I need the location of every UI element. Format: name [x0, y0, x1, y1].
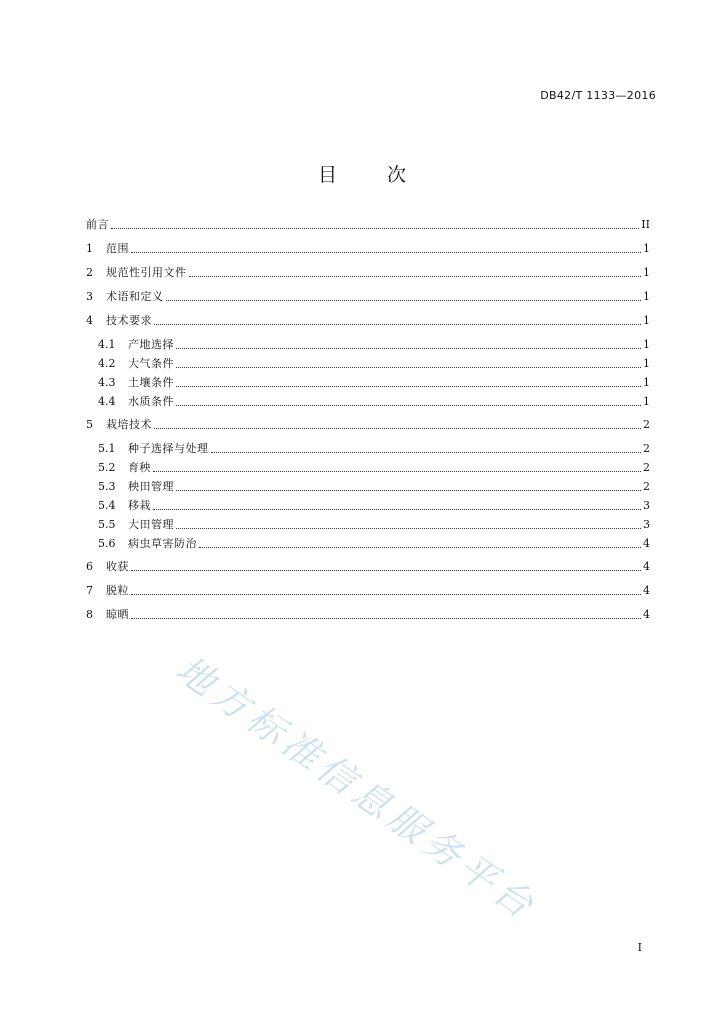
toc-entry[interactable] — [86, 376, 650, 389]
toc-entry[interactable] — [86, 499, 650, 512]
dot-leader — [176, 490, 641, 491]
dot-leader — [176, 386, 641, 387]
toc-entry-label: 病虫草害防治 — [128, 537, 197, 550]
toc-entry[interactable] — [86, 357, 650, 370]
dot-leader — [153, 471, 641, 472]
toc-entry-page: 4 — [643, 560, 650, 573]
toc-entry-label: 移栽 — [128, 499, 151, 512]
toc-entry-page: 1 — [643, 242, 650, 255]
toc-entry-label: 栽培技术 — [106, 418, 152, 431]
toc-entry[interactable] — [86, 418, 650, 431]
toc-entry-label: 大田管理 — [128, 518, 174, 531]
dot-leader — [131, 570, 641, 571]
toc-entry-number: 4.4 — [98, 395, 116, 408]
dot-leader — [131, 618, 641, 619]
page-number: I — [637, 941, 642, 954]
document-code: DB42/T 1133—2016 — [540, 89, 656, 102]
toc-entry-number: 1 — [86, 242, 93, 255]
dot-leader — [211, 452, 642, 453]
toc-entry-label: 土壤条件 — [128, 376, 174, 389]
dot-leader — [176, 405, 641, 406]
toc-entry-label: 种子选择与处理 — [128, 442, 209, 455]
dot-leader — [153, 509, 641, 510]
toc-entry-page: 1 — [643, 376, 650, 389]
toc-entry-label: 产地选择 — [128, 338, 174, 351]
toc-entry-number: 5.1 — [98, 442, 116, 455]
toc-entry-label: 大气条件 — [128, 357, 174, 370]
dot-leader — [131, 252, 641, 253]
toc-entry-page: 1 — [643, 290, 650, 303]
toc-entry-page: 3 — [643, 518, 650, 531]
dot-leader — [176, 367, 641, 368]
toc-entry-label: 晾晒 — [106, 608, 129, 621]
dot-leader — [166, 300, 642, 301]
toc-entry[interactable] — [86, 314, 650, 327]
toc-entry-number: 5.4 — [98, 499, 116, 512]
toc-entry-number: 4.2 — [98, 357, 116, 370]
toc-entry-label: 技术要求 — [106, 314, 152, 327]
toc-entry-number: 4 — [86, 314, 93, 327]
dot-leader — [189, 276, 642, 277]
toc-entry-label: 规范性引用文件 — [106, 266, 187, 279]
toc-entry-page: 2 — [643, 461, 650, 474]
toc-entry-number: 7 — [86, 584, 93, 597]
toc-entry-label: 范围 — [106, 242, 129, 255]
dot-leader — [154, 324, 641, 325]
toc-entry[interactable] — [86, 560, 650, 573]
dot-leader — [154, 428, 641, 429]
toc-entry-number: 6 — [86, 560, 93, 573]
toc-entry-number: 5.5 — [98, 518, 116, 531]
toc-entry-label: 秧田管理 — [128, 480, 174, 493]
toc-entry-label: 脱粒 — [106, 584, 129, 597]
toc-entry-page: 2 — [643, 418, 650, 431]
toc-entry[interactable] — [86, 461, 650, 474]
toc-entry-page: 4 — [643, 608, 650, 621]
dot-leader — [199, 547, 641, 548]
toc-entry-label: 前言 — [86, 218, 109, 231]
toc-entry-number: 5.6 — [98, 537, 116, 550]
watermark: 地方标准信息服务平台 — [168, 647, 546, 930]
toc-entry-page: 4 — [643, 537, 650, 550]
toc-entry[interactable] — [86, 584, 650, 597]
toc-entry[interactable] — [86, 442, 650, 455]
toc-entry-page: 2 — [643, 480, 650, 493]
page-title: 目 次 — [317, 164, 429, 186]
toc-entry-page: II — [641, 218, 650, 231]
dot-leader — [111, 228, 639, 229]
toc-entry-label: 水质条件 — [128, 395, 174, 408]
toc-entry-page: 2 — [643, 442, 650, 455]
toc-entry-number: 8 — [86, 608, 93, 621]
toc-entry-page: 1 — [643, 357, 650, 370]
toc-entry-page: 1 — [643, 314, 650, 327]
toc-entry[interactable] — [86, 395, 650, 408]
toc-entry-number: 3 — [86, 290, 93, 303]
toc-entry-label: 术语和定义 — [106, 290, 164, 303]
toc-entry[interactable] — [86, 218, 650, 231]
toc-entry[interactable] — [86, 480, 650, 493]
toc-entry-number: 4.3 — [98, 376, 116, 389]
toc-entry-number: 5.3 — [98, 480, 116, 493]
toc-entry-page: 3 — [643, 499, 650, 512]
toc-entry-number: 5.2 — [98, 461, 116, 474]
toc-entry-label: 育秧 — [128, 461, 151, 474]
toc-entry[interactable] — [86, 537, 650, 550]
toc-entry-number: 4.1 — [98, 338, 116, 351]
toc-entry[interactable] — [86, 290, 650, 303]
toc-entry-number: 5 — [86, 418, 93, 431]
toc-entry-page: 1 — [643, 395, 650, 408]
toc-entry-page: 4 — [643, 584, 650, 597]
toc-entry[interactable] — [86, 518, 650, 531]
dot-leader — [131, 594, 641, 595]
dot-leader — [176, 348, 641, 349]
toc-entry-number: 2 — [86, 266, 93, 279]
toc-entry-page: 1 — [643, 266, 650, 279]
toc-entry[interactable] — [86, 242, 650, 255]
toc-entry-page: 1 — [643, 338, 650, 351]
toc-entry[interactable] — [86, 338, 650, 351]
toc-entry-label: 收获 — [106, 560, 129, 573]
toc-entry[interactable] — [86, 608, 650, 621]
dot-leader — [176, 528, 641, 529]
toc-entry[interactable] — [86, 266, 650, 279]
